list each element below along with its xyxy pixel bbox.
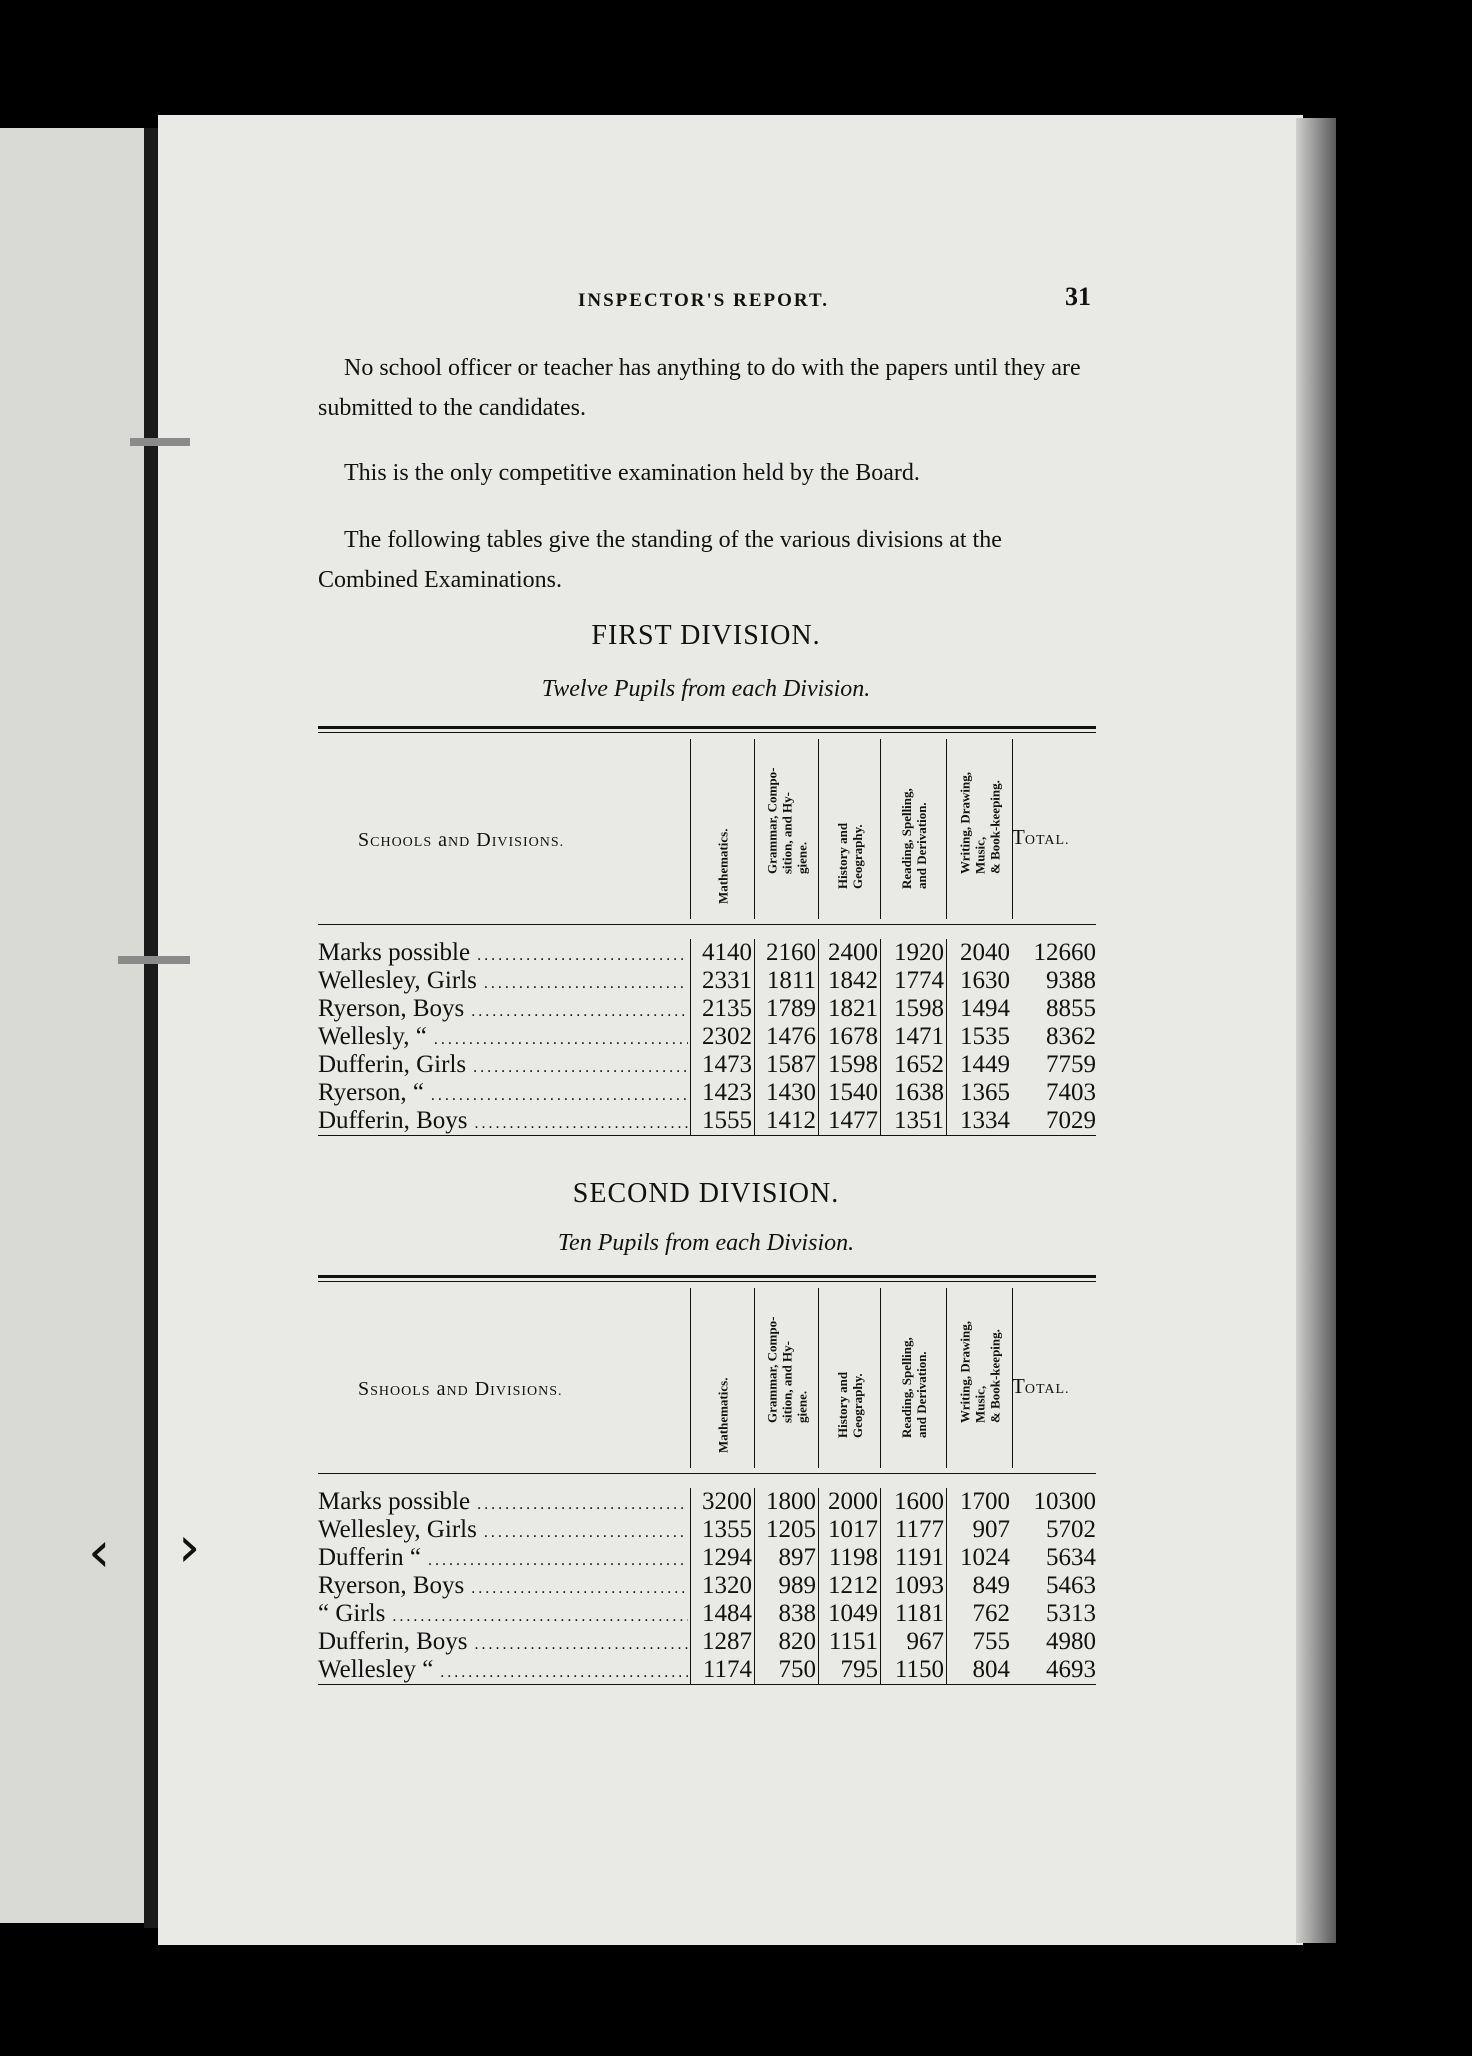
table-row	[318, 939, 1096, 967]
left-page-edge	[0, 128, 148, 1923]
row-label: Wellesly, “ .....	[318, 1023, 688, 1054]
schools-and-divisions-heading: SSHOOLS aND DIVISIONS.	[358, 1378, 563, 1400]
cell-grammar: 989	[754, 1572, 818, 1600]
cell-mathematics: 1484	[690, 1600, 754, 1628]
schools-and-divisions-heading: SCHOOLS aND DIVISIONS.	[358, 829, 565, 851]
total-heading: TOTAL.	[1012, 825, 1070, 849]
cell-history-geography: 1049	[818, 1600, 880, 1628]
column-header-writing-drawing: Writing, Drawing, Music, & Book-keeping.	[946, 739, 1013, 919]
cell-writing-drawing: 2040	[946, 939, 1012, 967]
table-row	[318, 995, 1096, 1023]
cell-total: 5702	[1046, 1516, 1096, 1543]
paragraph-1: No school officer or teacher has anything to do with the papers until they are submitted to the candidates.	[318, 355, 1081, 421]
margin-mark: ›	[178, 1515, 201, 1580]
row-label: Wellesley “ .....	[318, 1656, 688, 1687]
cell-writing-drawing: 907	[946, 1516, 1012, 1544]
row-label: Dufferin “ .....	[318, 1544, 688, 1575]
cell-reading-spelling: 967	[880, 1628, 946, 1656]
cell-mathematics: 2135	[690, 995, 754, 1023]
cell-reading-spelling: 1181	[880, 1600, 946, 1628]
total-heading: TOTAL.	[1012, 1374, 1070, 1398]
cell-history-geography: 1151	[818, 1628, 880, 1656]
column-header-mathematics: Mathematics.	[690, 739, 755, 919]
column-header-reading-spelling: Reading, Spelling, and Derivation.	[880, 1288, 947, 1468]
cell-grammar: 1430	[754, 1079, 818, 1107]
cell-mathematics: 2331	[690, 967, 754, 995]
cell-history-geography: 1017	[818, 1516, 880, 1544]
table-row	[318, 1488, 1096, 1516]
cell-grammar: 2160	[754, 939, 818, 967]
cell-history-geography: 1540	[818, 1079, 880, 1107]
second-division-subtitle: Ten Pupils from each Division.	[557, 1230, 855, 1256]
row-label: Dufferin, Boys .....	[318, 1628, 688, 1659]
cell-total: 12660	[1033, 939, 1096, 966]
table-row	[318, 1079, 1096, 1107]
binding-thread	[130, 438, 190, 446]
row-label: “ Girls .....	[318, 1600, 688, 1631]
cell-writing-drawing: 1449	[946, 1051, 1012, 1079]
cell-history-geography: 1212	[818, 1572, 880, 1600]
cell-mathematics: 1423	[690, 1079, 754, 1107]
column-header-history-geography: History and Geography.	[818, 739, 881, 919]
cell-writing-drawing: 1024	[946, 1544, 1012, 1572]
second-division-title: SECOND DIVISION.	[572, 1178, 840, 1209]
cell-history-geography: 1842	[818, 967, 880, 995]
page-number: 31	[1065, 282, 1091, 311]
cell-writing-drawing: 755	[946, 1628, 1012, 1656]
cell-grammar: 1412	[754, 1107, 818, 1135]
cell-history-geography: 1821	[818, 995, 880, 1023]
cell-reading-spelling: 1191	[880, 1544, 946, 1572]
column-header-mathematics: Mathematics.	[690, 1288, 755, 1468]
cell-writing-drawing: 804	[946, 1656, 1012, 1684]
column-header-grammar: Grammar, Compo- sition, and Hy- giene.	[754, 1288, 819, 1468]
table-row	[318, 1516, 1096, 1544]
table-row	[318, 1600, 1096, 1628]
cell-grammar: 820	[754, 1628, 818, 1656]
cell-total: 5634	[1046, 1544, 1096, 1571]
cell-total: 5463	[1046, 1572, 1096, 1599]
cell-writing-drawing: 849	[946, 1572, 1012, 1600]
cell-grammar: 1587	[754, 1051, 818, 1079]
row-label: Marks possible .....	[318, 1488, 688, 1519]
row-label: Dufferin, Girls .....	[318, 1051, 688, 1082]
cell-reading-spelling: 1638	[880, 1079, 946, 1107]
first-division-subtitle: Twelve Pupils from each Division.	[541, 676, 871, 702]
cell-mathematics: 4140	[690, 939, 754, 967]
right-page-edge	[1296, 118, 1336, 1943]
cell-history-geography: 1598	[818, 1051, 880, 1079]
cell-reading-spelling: 1471	[880, 1023, 946, 1051]
cell-reading-spelling: 1150	[880, 1656, 946, 1684]
table-row	[318, 1023, 1096, 1051]
cell-writing-drawing: 1535	[946, 1023, 1012, 1051]
first-division-table	[318, 726, 1096, 1136]
cell-mathematics: 1473	[690, 1051, 754, 1079]
table-header	[318, 1278, 1096, 1474]
cell-reading-spelling: 1598	[880, 995, 946, 1023]
column-header-grammar: Grammar, Compo- sition, and Hy- giene.	[754, 739, 819, 919]
cell-writing-drawing: 1630	[946, 967, 1012, 995]
table-row	[318, 967, 1096, 995]
cell-total: 4980	[1046, 1628, 1096, 1655]
cell-total: 8855	[1046, 995, 1096, 1022]
cell-total: 7029	[1046, 1107, 1096, 1134]
first-division-title: FIRST DIVISION.	[591, 620, 821, 651]
row-label: Ryerson, Boys .....	[318, 995, 688, 1026]
cell-mathematics: 1294	[690, 1544, 754, 1572]
cell-total: 4693	[1046, 1656, 1096, 1683]
book-gutter	[144, 128, 158, 1928]
table-row	[318, 1656, 1096, 1684]
cell-writing-drawing: 762	[946, 1600, 1012, 1628]
cell-total: 8362	[1046, 1023, 1096, 1050]
cell-grammar: 1800	[754, 1488, 818, 1516]
cell-history-geography: 1477	[818, 1107, 880, 1135]
cell-total: 7403	[1046, 1079, 1096, 1106]
cell-total: 10300	[1033, 1488, 1096, 1515]
row-label: Ryerson, Boys .....	[318, 1572, 688, 1603]
cell-total: 9388	[1046, 967, 1096, 994]
table-row	[318, 1572, 1096, 1600]
margin-mark: ‹	[88, 1520, 111, 1585]
table-row	[318, 1107, 1096, 1135]
row-label: Dufferin, Boys .....	[318, 1107, 688, 1138]
cell-history-geography: 2000	[818, 1488, 880, 1516]
column-header-writing-drawing: Writing, Drawing, Music, & Book-keeping.	[946, 1288, 1013, 1468]
cell-grammar: 1789	[754, 995, 818, 1023]
binding-thread	[118, 956, 190, 964]
second-division-table	[318, 1275, 1096, 1685]
cell-mathematics: 1555	[690, 1107, 754, 1135]
cell-total: 7759	[1046, 1051, 1096, 1078]
row-label: Ryerson, “ .....	[318, 1079, 688, 1110]
column-header-reading-spelling: Reading, Spelling, and Derivation.	[880, 739, 947, 919]
cell-history-geography: 795	[818, 1656, 880, 1684]
cell-reading-spelling: 1351	[880, 1107, 946, 1135]
table-row	[318, 1628, 1096, 1656]
cell-grammar: 838	[754, 1600, 818, 1628]
cell-history-geography: 1198	[818, 1544, 880, 1572]
table-row	[318, 1544, 1096, 1572]
cell-writing-drawing: 1700	[946, 1488, 1012, 1516]
cell-total: 5313	[1046, 1600, 1096, 1627]
row-label: Wellesley, Girls .....	[318, 967, 688, 998]
table-row	[318, 1051, 1096, 1079]
cell-writing-drawing: 1365	[946, 1079, 1012, 1107]
table-body	[318, 925, 1096, 1136]
cell-reading-spelling: 1093	[880, 1572, 946, 1600]
cell-reading-spelling: 1920	[880, 939, 946, 967]
cell-mathematics: 3200	[690, 1488, 754, 1516]
table-header	[318, 729, 1096, 925]
cell-mathematics: 1320	[690, 1572, 754, 1600]
paragraph-3: The following tables give the standing of the various divisions at the Combined Examinations.	[318, 527, 1002, 593]
cell-mathematics: 1355	[690, 1516, 754, 1544]
cell-grammar: 1811	[754, 967, 818, 995]
cell-writing-drawing: 1494	[946, 995, 1012, 1023]
row-label: Wellesley, Girls .....	[318, 1516, 688, 1547]
paragraph-2: This is the only competitive examination held by the Board.	[344, 460, 920, 486]
cell-reading-spelling: 1652	[880, 1051, 946, 1079]
cell-reading-spelling: 1774	[880, 967, 946, 995]
cell-grammar: 897	[754, 1544, 818, 1572]
row-label: Marks possible .....	[318, 939, 688, 970]
cell-grammar: 1205	[754, 1516, 818, 1544]
cell-mathematics: 2302	[690, 1023, 754, 1051]
cell-mathematics: 1174	[690, 1656, 754, 1684]
column-header-history-geography: History and Geography.	[818, 1288, 881, 1468]
cell-history-geography: 1678	[818, 1023, 880, 1051]
table-body	[318, 1474, 1096, 1685]
cell-grammar: 1476	[754, 1023, 818, 1051]
running-header: INSPECTOR'S REPORT.	[578, 290, 829, 311]
cell-grammar: 750	[754, 1656, 818, 1684]
cell-reading-spelling: 1177	[880, 1516, 946, 1544]
cell-mathematics: 1287	[690, 1628, 754, 1656]
cell-history-geography: 2400	[818, 939, 880, 967]
cell-writing-drawing: 1334	[946, 1107, 1012, 1135]
cell-reading-spelling: 1600	[880, 1488, 946, 1516]
